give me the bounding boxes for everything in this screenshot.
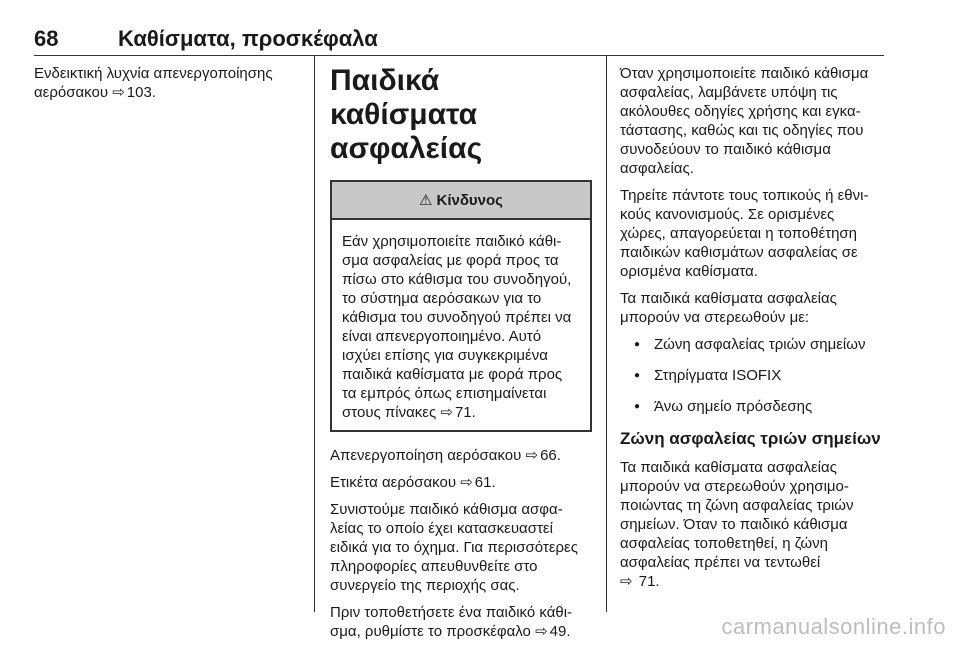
reference-arrow-icon: ⇨ <box>460 474 473 491</box>
page-reference-link[interactable]: 49. <box>549 623 571 640</box>
reference-arrow-icon: ⇨ <box>112 84 125 101</box>
paragraph <box>34 64 302 102</box>
paragraph-text: Ενδεικτική λυχνία απενεργοποίησης αερόσακου <box>34 65 273 101</box>
warning-triangle-icon: ⚠ <box>419 192 433 209</box>
paragraph <box>330 603 592 641</box>
paragraph: Τηρείτε πάντοτε τους τοπικούς ή εθνι‐ κούς κανονισμούς. Σε ορισμένες χώρες, απαγορεύεται η τοποθέτηση παιδικών καθισμάτων ασφαλείας σε ορισμένα καθίσματα. <box>620 187 869 280</box>
bullet-icon: ● <box>633 339 641 350</box>
page-header <box>34 0 884 56</box>
paragraph-text: Απενεργοποίηση αερόσακου <box>330 447 522 464</box>
page-number: 68 <box>34 26 59 51</box>
page-reference-link[interactable]: 103. <box>126 84 156 101</box>
danger-header <box>332 182 590 220</box>
list-item <box>620 335 892 354</box>
page-reference-link[interactable]: 66. <box>540 447 561 464</box>
paragraph-text: Ετικέτα αερόσακου <box>330 474 457 491</box>
column-left <box>34 64 302 110</box>
danger-body <box>332 220 590 430</box>
subsection-heading: Ζώνη ασφαλείας τριών σημείων <box>620 429 881 448</box>
paragraph-text: Πριν τοποθετήσετε ένα παιδικό κάθι‐ σμα, ρυθμίστε το προσκέφαλο <box>330 604 573 640</box>
list-item-text: Ζώνη ασφαλείας τριών σημείων <box>654 336 866 353</box>
paragraph <box>620 458 892 591</box>
reference-arrow-icon: ⇨ <box>440 404 453 421</box>
paragraph: Συνιστούμε παιδικό κάθισμα ασφα‐ λείας το οποίο έχει κατασκευαστεί ειδικά για το όχημα. Για περισσότερες πληροφορίες απευθυνθείτε στο συνεργείο της περιοχής σας. <box>330 501 578 594</box>
danger-title: Κίνδυνος <box>436 191 503 209</box>
paragraph <box>330 473 592 492</box>
paragraph-text: Τα παιδικά καθίσματα ασφαλείας μπορούν να στερεωθούν χρησιμο‐ ποιώντας τη ζώνη ασφαλείας τριών σημείων. Όταν το παιδικό κάθισμα ασφαλείας τοποθετηθεί, η ζώνη ασφαλείας πρέπει να τεντωθεί <box>620 459 854 571</box>
paragraph: Τα παιδικά καθίσματα ασφαλείας μπορούν να στερεωθούν με: <box>620 290 837 326</box>
column-middle <box>330 64 592 649</box>
reference-arrow-icon: ⇨ <box>525 447 539 464</box>
page-reference-link[interactable]: 71. <box>638 573 660 590</box>
reference-arrow-icon: ⇨ <box>535 623 548 640</box>
bullet-list <box>620 335 892 416</box>
page-reference-link[interactable]: 71. <box>454 404 476 421</box>
bullet-icon: ● <box>633 370 641 381</box>
chapter-title: Καθίσματα, προσκέφαλα <box>118 26 378 51</box>
header-divider <box>34 55 884 56</box>
paragraph: Όταν χρησιμοποιείτε παιδικό κάθισμα ασφαλείας, λαμβάνετε υπόψη τις ακόλουθες οδηγίες χρήσης και εγκα‐ τάστασης, καθώς και τις οδηγίες που συνοδεύουν το παιδικό κάθισμα ασφαλείας. <box>620 65 869 177</box>
column-right <box>620 64 892 599</box>
column-divider-1 <box>314 56 315 612</box>
column-divider-2 <box>606 56 607 612</box>
section-heading: Παιδικά καθίσματα ασφαλείας <box>330 64 483 165</box>
reference-arrow-icon: ⇨ <box>620 573 633 590</box>
page-reference-link[interactable]: 61. <box>474 474 496 491</box>
watermark: carmanualsonline.info <box>721 614 946 639</box>
list-item-text: Άνω σημείο πρόσδεσης <box>654 398 813 415</box>
list-item <box>620 397 892 416</box>
danger-text <box>342 232 580 422</box>
paragraph <box>330 446 592 465</box>
danger-text-content: Εάν χρησιμοποιείτε παιδικό κάθι‐ σμα ασφαλείας με φορά προς τα πίσω στο κάθισμα του συνοδηγού, το σύστημα αερόσακων για το κάθισμα του συνοδηγού πρέπει να είναι απενεργοποιημένο. Αυτό ισχύει επίσης για συγκεκριμένα παιδικά καθίσματα με φορά προς τα εμπρός όπως επισημαίνεται στους πίνακες <box>342 233 572 421</box>
list-item-text: Στηρίγματα ISOFIX <box>654 367 782 384</box>
bullet-icon: ● <box>633 401 641 412</box>
danger-box <box>330 180 592 432</box>
list-item <box>620 366 892 385</box>
